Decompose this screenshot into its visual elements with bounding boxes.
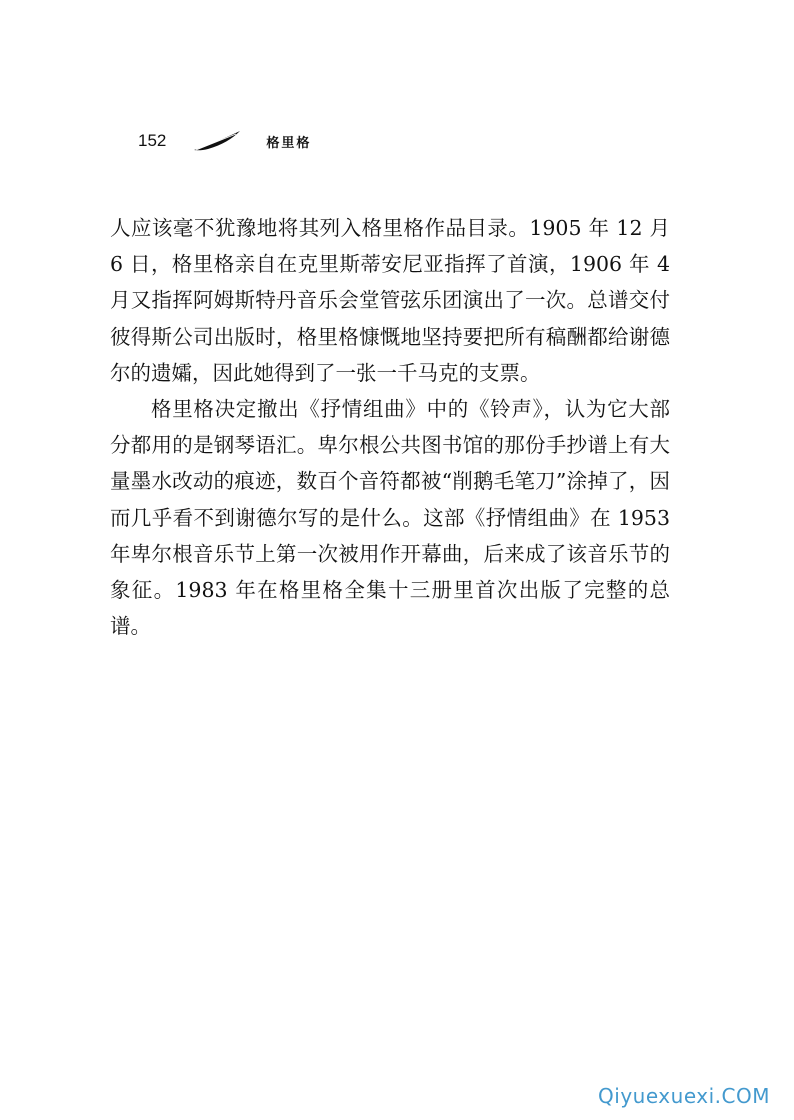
paragraph: 人应该毫不犹豫地将其列入格里格作品目录。1905 年 12 月 6 日，格里格亲自在克里斯蒂安尼亚指挥了首演，1906 年 4 月又指挥阿姆斯特丹音乐会堂管弦乐团演出了一次。总谱交付彼得斯公司出版时，格里格慷慨地坚持要把所有稿酬都给谢德尔的遗孀，因此她得到了一张一千马克的支票。 bbox=[110, 216, 670, 385]
running-title: 格里格 bbox=[266, 135, 312, 151]
paragraph: 格里格决定撤出《抒情组曲》中的《铃声》，认为它大部分都用的是钢琴语汇。卑尔根公共图书馆的那份手抄谱上有大量墨水改动的痕迹，数百个音符都被“削鹅毛笔刀”涂掉了，因而几乎看不到谢德尔写的是什么。这部《抒情组曲》在 1953 年卑尔根音乐节上第一次被用作开幕曲，后来成了该音乐节的象征。1983 年在格里格全集十三册里首次出版了完整的总谱。 bbox=[110, 397, 670, 639]
body-text bbox=[110, 210, 670, 644]
page-header bbox=[138, 128, 311, 154]
page-number: 152 bbox=[138, 131, 167, 150]
feather-icon bbox=[192, 130, 242, 152]
watermark: Qiyuexuexi.COM bbox=[598, 1084, 770, 1108]
